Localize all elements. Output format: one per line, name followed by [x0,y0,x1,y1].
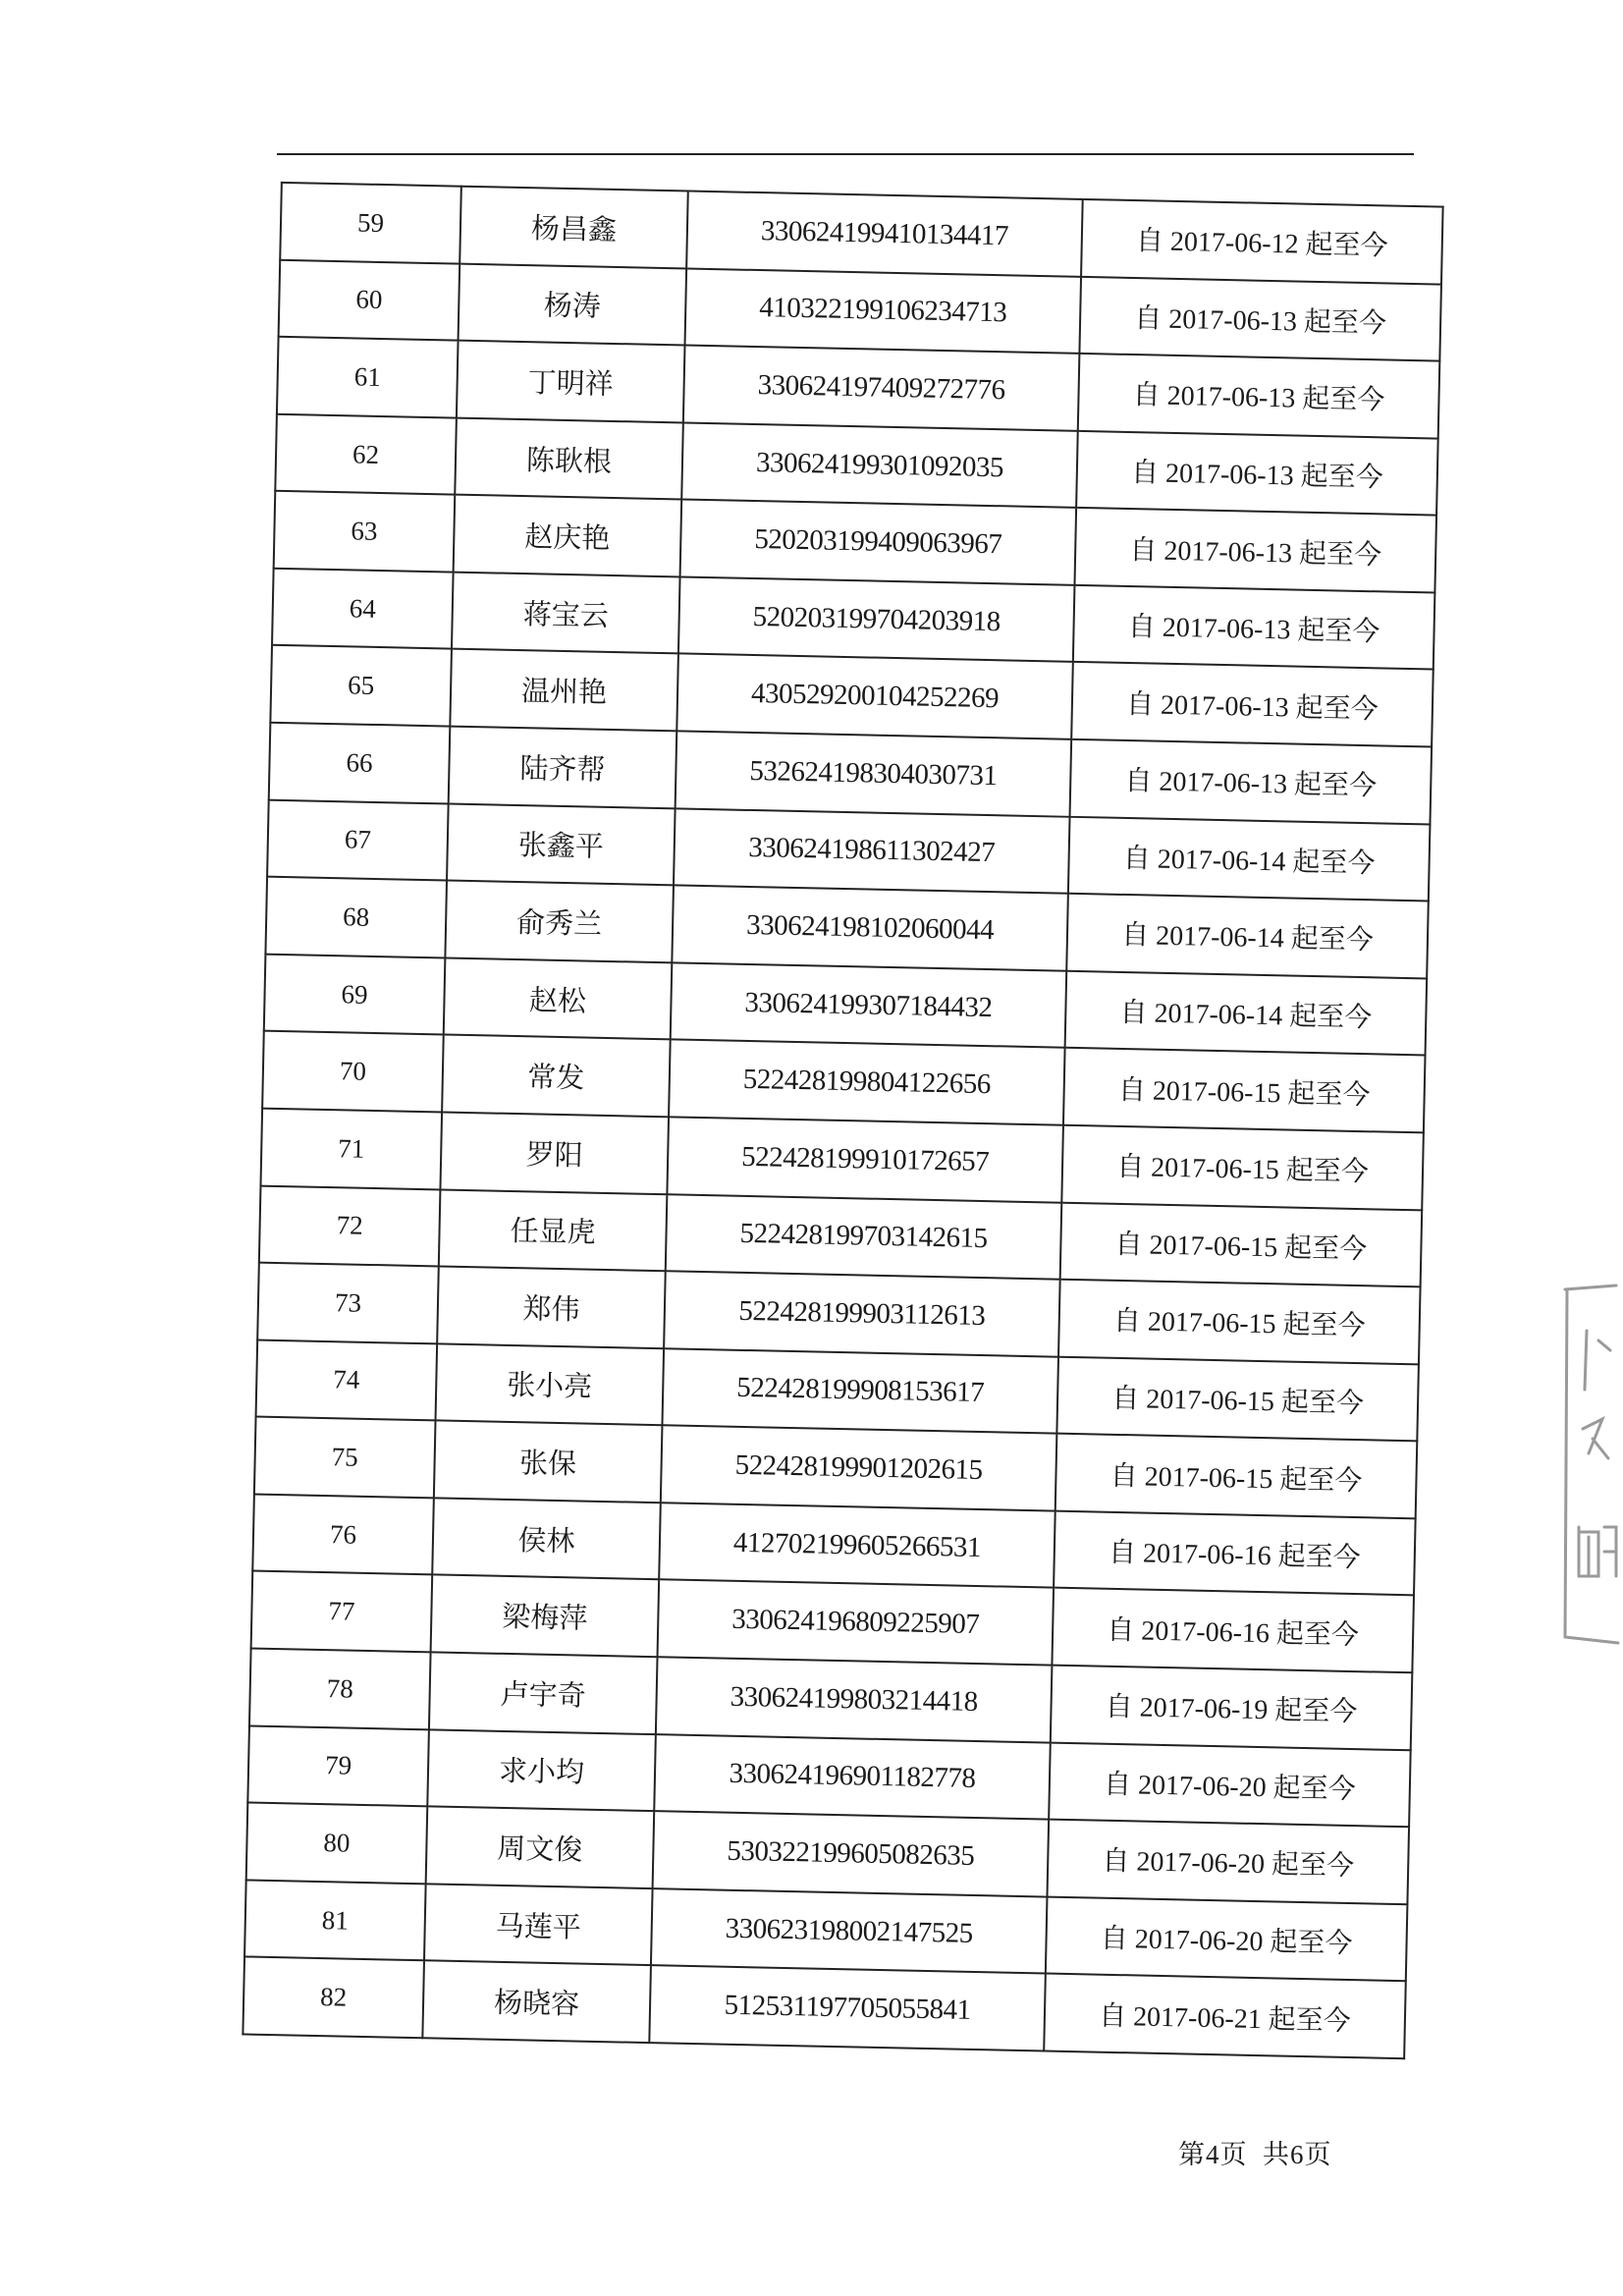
row-number-cell: 65 [270,645,452,726]
name-cell: 张保 [434,1421,663,1503]
row-number-cell: 73 [257,1263,439,1343]
name-cell: 丁明祥 [457,341,685,422]
row-number-cell: 67 [267,799,449,880]
name-cell: 梁梅萍 [431,1575,660,1657]
id-number-cell: 522428199901202615 [661,1425,1057,1510]
period-cell: 自 2017-06-13 起至今 [1073,585,1435,670]
name-cell: 求小均 [427,1729,656,1811]
name-cell: 杨晓容 [422,1961,651,2044]
period-cell: 自 2017-06-20 起至今 [1047,1820,1409,1904]
period-cell: 自 2017-06-21 起至今 [1044,1974,1406,2058]
name-cell: 任显虎 [439,1189,668,1271]
id-number-cell: 520203199409063967 [680,500,1077,585]
row-number-cell: 78 [249,1648,431,1728]
row-number-cell: 60 [279,259,460,340]
name-cell: 赵庆艳 [454,495,682,576]
name-cell: 陈耿根 [455,417,683,499]
row-number-cell: 77 [251,1571,433,1652]
id-number-cell: 330624199301092035 [681,422,1078,508]
name-cell: 周文俊 [426,1806,655,1887]
id-number-cell: 522428199804122656 [669,1040,1065,1125]
id-number-cell: 330624199410134417 [686,191,1083,277]
row-number-cell: 81 [244,1880,426,1960]
name-cell: 罗阳 [440,1112,669,1193]
name-cell: 温州艳 [450,649,678,731]
row-number-cell: 59 [280,183,461,263]
id-number-cell: 330623198002147525 [651,1888,1048,1974]
id-number-cell: 522428199910172657 [667,1117,1063,1202]
roster-table [242,182,1443,2059]
period-cell: 自 2017-06-15 起至今 [1063,1048,1426,1132]
period-cell: 自 2017-06-20 起至今 [1046,1896,1408,1981]
name-cell: 张鑫平 [447,803,676,885]
id-number-cell: 330624197409272776 [683,346,1080,431]
name-cell: 蒋宝云 [452,572,680,653]
id-number-cell: 410322199106234713 [684,268,1081,354]
row-number-cell: 80 [246,1803,428,1884]
period-cell: 自 2017-06-16 起至今 [1054,1510,1416,1595]
page-number: 第4页 共6页 [1178,2140,1332,2169]
id-number-cell: 522428199903112613 [664,1271,1060,1356]
period-cell: 自 2017-06-14 起至今 [1065,971,1428,1056]
period-cell: 自 2017-06-13 起至今 [1079,276,1441,360]
row-number-cell: 63 [274,491,456,572]
period-cell: 自 2017-06-12 起至今 [1081,199,1443,284]
id-number-cell: 330624198102060044 [672,886,1068,971]
id-number-cell: 330624198611302427 [674,808,1070,894]
id-number-cell: 330624199803214418 [656,1657,1053,1742]
id-number-cell: 532624198304030731 [676,731,1072,816]
period-cell: 自 2017-06-13 起至今 [1070,739,1433,824]
name-cell: 俞秀兰 [445,881,674,962]
row-number-cell: 66 [269,723,451,803]
name-cell: 马莲平 [424,1884,653,1965]
period-cell: 自 2017-06-15 起至今 [1056,1356,1419,1441]
row-number-cell: 72 [259,1185,441,1266]
row-number-cell: 70 [262,1031,444,1112]
name-cell: 赵松 [444,957,673,1039]
row-number-cell: 69 [264,954,446,1034]
name-cell: 卢宇奇 [429,1652,658,1733]
row-number-cell: 62 [275,414,457,495]
period-cell: 自 2017-06-13 起至今 [1078,354,1440,438]
name-cell: 张小亮 [436,1343,665,1425]
row-number-cell: 61 [277,337,459,417]
period-cell: 自 2017-06-16 起至今 [1052,1588,1414,1672]
name-cell: 常发 [442,1035,671,1117]
period-cell: 自 2017-06-15 起至今 [1055,1434,1418,1518]
name-cell: 陆齐帮 [449,727,677,808]
period-cell: 自 2017-06-13 起至今 [1076,431,1438,516]
header-rule [277,153,1414,155]
row-number-cell: 82 [243,1957,424,2039]
id-number-cell: 330624199307184432 [671,962,1067,1048]
row-number-cell: 64 [272,569,454,649]
row-number-cell: 79 [247,1725,429,1806]
id-number-cell: 330624196809225907 [658,1580,1055,1666]
period-cell: 自 2017-06-14 起至今 [1066,894,1429,978]
id-number-cell: 330624196901182778 [654,1734,1051,1820]
seal-fragment [1559,1282,1622,1647]
row-number-cell: 74 [256,1339,438,1420]
roster-table-body [243,183,1442,2058]
period-cell: 自 2017-06-20 起至今 [1049,1742,1411,1827]
id-number-cell: 512531197705055841 [649,1965,1046,2050]
id-number-cell: 522428199703142615 [666,1194,1062,1280]
period-cell: 自 2017-06-15 起至今 [1061,1125,1424,1210]
name-cell: 杨涛 [459,263,687,345]
row-number-cell: 75 [254,1417,436,1498]
row-number-cell: 68 [265,877,447,957]
period-cell: 自 2017-06-13 起至今 [1074,508,1436,592]
period-cell: 自 2017-06-15 起至今 [1060,1202,1423,1286]
roster-table-wrapper [242,182,1441,2059]
row-number-cell: 71 [260,1109,442,1189]
id-number-cell: 530322199605082635 [653,1811,1050,1896]
id-number-cell: 520203199704203918 [678,576,1075,662]
id-number-cell: 412702199605266531 [659,1503,1055,1588]
period-cell: 自 2017-06-14 起至今 [1068,816,1431,901]
id-number-cell: 522428199908153617 [662,1348,1058,1434]
name-cell: 侯林 [432,1498,661,1579]
period-cell: 自 2017-06-19 起至今 [1051,1666,1413,1750]
name-cell: 郑伟 [437,1267,666,1348]
period-cell: 自 2017-06-15 起至今 [1058,1280,1421,1364]
row-number-cell: 76 [252,1494,434,1574]
period-cell: 自 2017-06-13 起至今 [1071,662,1434,746]
name-cell: 杨昌鑫 [460,187,688,268]
id-number-cell: 430529200104252269 [676,654,1073,739]
